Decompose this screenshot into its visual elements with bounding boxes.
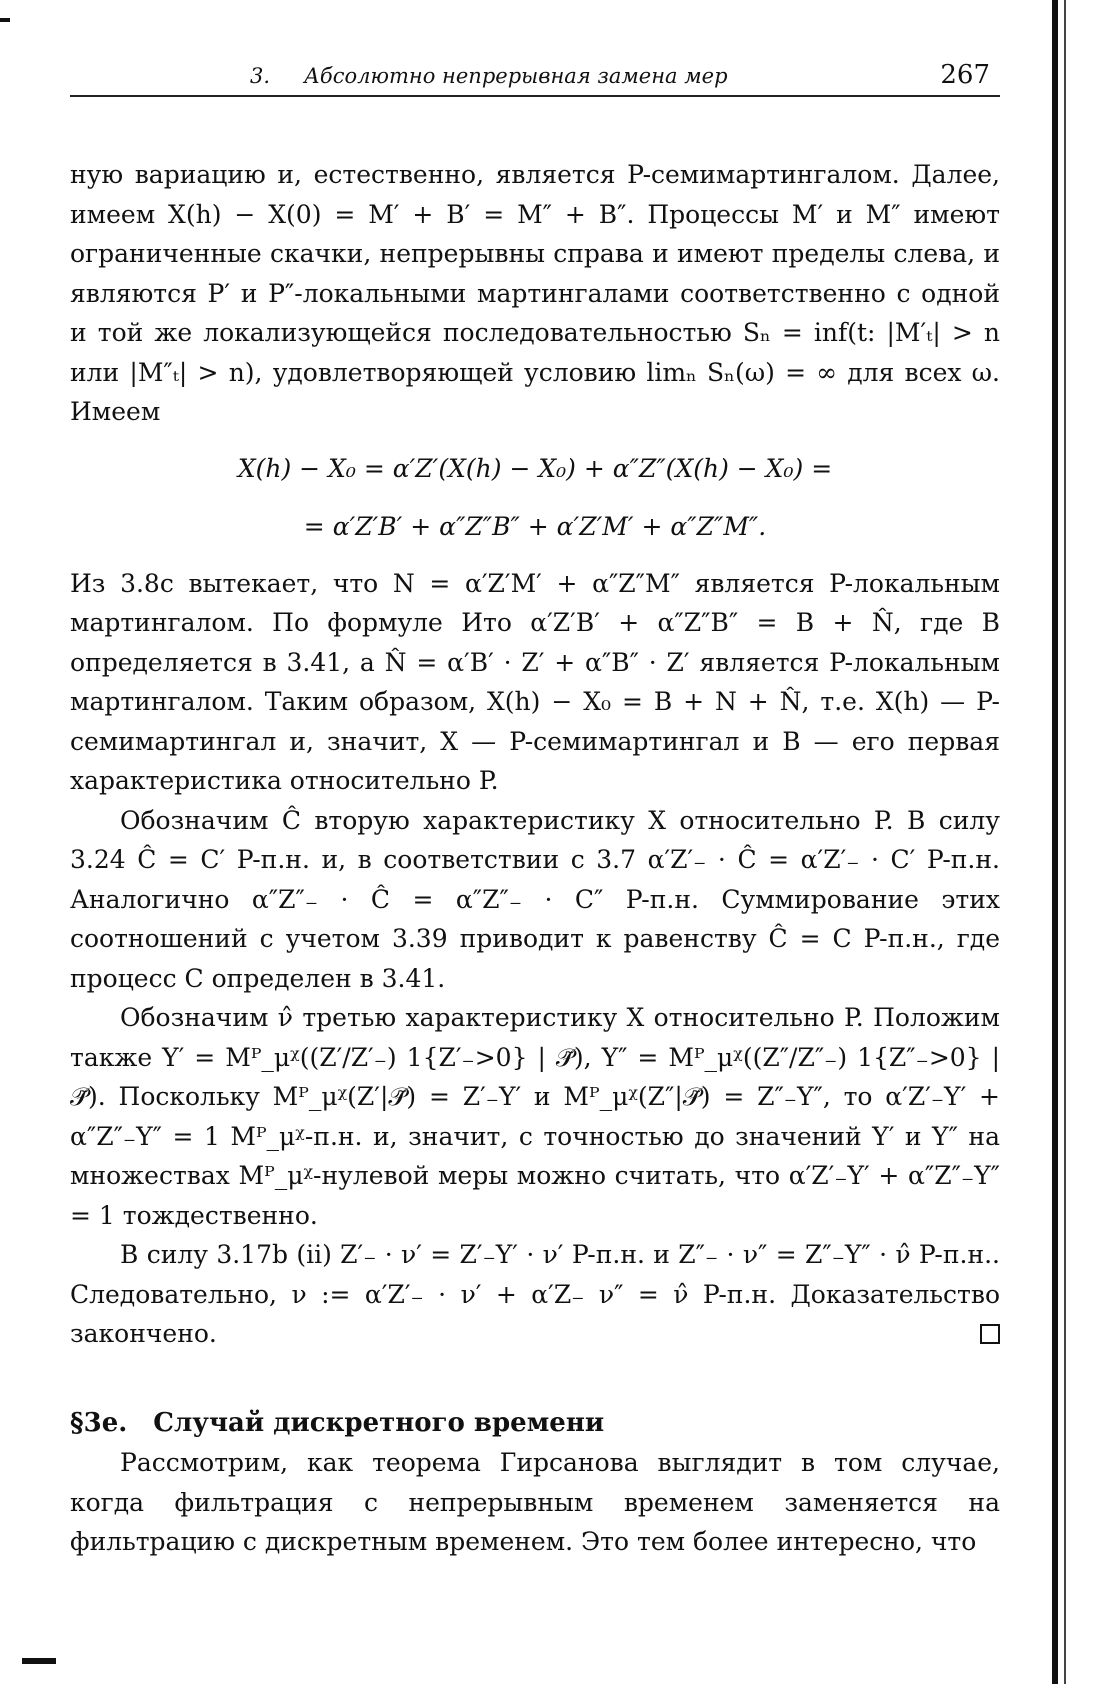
- paragraph-5: [70, 1235, 1000, 1354]
- header-rule: [70, 95, 1000, 97]
- formula-line-2: = α′Z′B′ + α″Z″B″ + α′Z′M′ + α″Z″M″.: [303, 511, 767, 541]
- formula-line-1: X(h) − X₀ = α′Z′(X(h) − X₀) + α″Z″(X(h) − X₀) =: [237, 453, 833, 483]
- running-head-chapter: 3.: [250, 64, 271, 88]
- scan-mark-bottom: [22, 1658, 56, 1664]
- paragraph-4: Обозначим ν̂ третью характеристику X относительно P. Положим также Y′ = Mᴾ_μᵡ((Z′/Z′₋) 1{Z′₋>0} | 𝒫̃), Y″ = Mᴾ_μᵡ((Z″/Z″₋) 1{Z″₋>0} | 𝒫̃). Поскольку Mᴾ_μᵡ(Z′|𝒫̃) = Z′₋Y′ и Mᴾ_μᵡ(Z″|𝒫̃) = Z″₋Y″, то α′Z′₋Y′ + α″Z″₋Y″ = 1 Mᴾ_μᵡ-п.н. и, значит, с точностью до значений Y′ и Y″ на множествах Mᴾ_μᵡ-нулевой меры можно считать, что α′Z′₋Y′ + α″Z″₋Y″ = 1 тождественно.: [70, 1003, 1000, 1230]
- section-title: Случай дискретного времени: [153, 1407, 605, 1438]
- qed-icon: [980, 1324, 1000, 1344]
- page-number: 267: [940, 60, 990, 90]
- paragraph-2: Из 3.8с вытекает, что N = α′Z′M′ + α″Z″M″ является P-локальным мартингалом. По формуле Ито α′Z′B′ + α″Z″B″ = B + N̂, где B определяется в 3.41, а N̂ = α′B′ · Z′ + α″B″ · Z′ является P-локальным мартингалом. Таким образом, X(h) − X₀ = B + N + N̂, т.е. X(h) — P-семимартингал и, значит, X — P-семимартингал и B — его первая характеристика относительно P.: [70, 568, 1000, 795]
- running-head: [250, 60, 990, 90]
- paragraph-3: Обозначим Ĉ вторую характеристику X относительно P. В силу 3.24 Ĉ = C′ P-п.н. и, в соответствии с 3.7 α′Z′₋ · Ĉ = α′Z′₋ · C′ P-п.н. Аналогично α″Z″₋ · Ĉ = α″Z″₋ · C″ P-п.н. Суммирование этих соотношений с учетом 3.39 приводит к равенству Ĉ = C P-п.н., где процесс C определен в 3.41.: [70, 805, 1000, 993]
- paragraph-1: ную вариацию и, естественно, является P-семимартингалом. Далее, имеем X(h) − X(0) = M′ + B′ = M″ + B″. Процессы M′ и M″ имеют ограниченные скачки, непрерывны справа и имеют пределы слева, и являются P′ и P″-локальными мартингалами соответственно с одной и той же локализующейся последовательностью Sₙ = inf(t: |M′ₜ| > n или |M″ₜ| > n), удовлетворяющей условию limₙ Sₙ(ω) = ∞ для всех ω. Имеем: [70, 160, 1000, 426]
- section-heading: [70, 1404, 1000, 1444]
- section-number: §3e.: [70, 1407, 128, 1438]
- page-edge-thin: [1064, 0, 1066, 1684]
- page-edge: [1052, 0, 1058, 1684]
- scan-mark-top: [0, 18, 10, 22]
- page-body: [70, 155, 1000, 1562]
- section-intro: Рассмотрим, как теорема Гирсанова выглядит в том случае, когда фильтрация с непрерывным временем заменяется на фильтрацию с дискретным временем. Это тем более интересно, что: [70, 1448, 1000, 1556]
- display-formula: [70, 440, 1000, 556]
- paragraph-5-text: В силу 3.17b (ii) Z′₋ · ν′ = Z′₋Y′ · ν′ P-п.н. и Z″₋ · ν″ = Z″₋Y″ · ν̂ P-п.н.. Следовательно, ν := α′Z′₋ · ν′ + α′Z₋ ν″ = ν̂ P-п.н. Доказательство закончено.: [70, 1240, 1000, 1348]
- running-head-title: Абсолютно непрерывная замена мер: [304, 64, 728, 88]
